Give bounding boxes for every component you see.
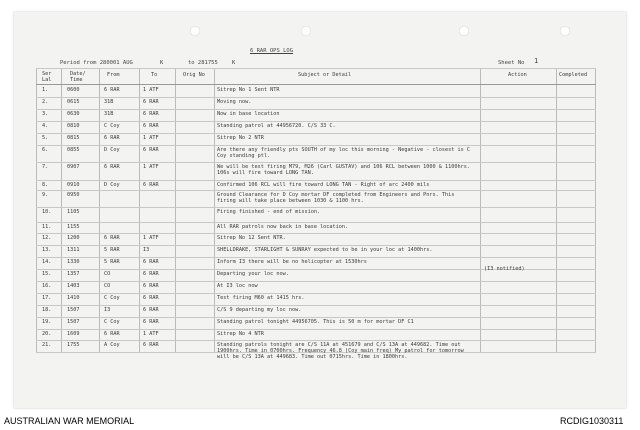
row-to: 6 RAR (143, 283, 159, 289)
row-time: 0907 (67, 164, 80, 170)
period-k1: K (160, 60, 164, 66)
row-to: 6 RAR (143, 271, 159, 277)
sheet-label: Sheet No (498, 60, 525, 66)
row-time: 0855 (67, 147, 80, 153)
row-detail: Now in base location (217, 111, 280, 117)
row-detail: Standing patrol tonight 44956705. This is 50 m for mortar DF C1 (217, 319, 414, 325)
col-subject: Subject or Detail (298, 72, 352, 78)
row-time: 1155 (67, 224, 80, 230)
row-time: 0600 (67, 87, 80, 93)
row-time: 0815 (67, 135, 80, 141)
row-time: 1410 (67, 295, 80, 301)
punch-hole (459, 26, 469, 36)
row-detail: Sitrep No 2 NTR (217, 135, 264, 141)
row-to: 6 RAR (143, 307, 159, 313)
row-detail: We will be test firing M79, M26 (Carl GUSTAV) and 106 RCL between 1000 & 1100hrs. 106s will fire toward LONG TAN. (217, 164, 470, 176)
row-from: D Coy (104, 147, 120, 153)
period-to: to 281755 (188, 60, 218, 66)
row-detail: SHELLDRAKE, STARLIGHT & SUNRAY expected to be in your loc at 1400hrs. (217, 247, 433, 253)
row-time: 1755 (67, 342, 80, 348)
row-to: 1 ATF (143, 331, 159, 337)
col-ser: Ser Lal (42, 71, 52, 83)
row-ser: 10. (42, 209, 52, 215)
row-to: 6 RAR (143, 342, 159, 348)
row-from: 6 RAR (104, 164, 120, 170)
row-to: 1 ATF (143, 135, 159, 141)
row-detail: Inform I3 there will be no helicopter at 1530hrs (217, 259, 367, 265)
row-from: CO (104, 271, 111, 277)
row-detail: Standing patrol at 44956720. C/S 33 C. (217, 123, 336, 129)
row-from: C Coy (104, 319, 120, 325)
page-title: 6 RAR OPS LOG (250, 48, 294, 54)
punch-hole (560, 26, 570, 36)
row-ser: 18. (42, 307, 52, 313)
row-ser: 5. (42, 135, 49, 141)
row-ser: 12. (42, 235, 52, 241)
footer-source: AUSTRALIAN WAR MEMORIAL (4, 416, 135, 426)
row-from: I3 (104, 307, 111, 313)
row-time: 1200 (67, 235, 80, 241)
row-ser: 15. (42, 271, 52, 277)
row-detail: Are there any friendly pts SOUTH of my loc this morning - Negative - closest is C Coy standing ptl. (217, 147, 470, 159)
sheet-number: 1 (534, 57, 539, 65)
row-from: 6 RAR (104, 87, 120, 93)
row-from: 31B (104, 99, 114, 105)
row-to: 1 ATF (143, 235, 159, 241)
row-time: 0910 (67, 182, 80, 188)
col-completed: Completed (559, 72, 588, 78)
row-time: 1507 (67, 307, 80, 313)
period-label: Period from 280001 AUG (60, 60, 133, 66)
row-from: D Coy (104, 182, 120, 188)
col-orig: Orig No (183, 72, 205, 78)
row-ser: 11. (42, 224, 52, 230)
row-ser: 2. (42, 99, 49, 105)
row-to: 6 RAR (143, 319, 159, 325)
period-k2: K (232, 60, 236, 66)
punch-hole (301, 26, 311, 36)
row-ser: 17. (42, 295, 52, 301)
row-time: 0630 (67, 111, 80, 117)
row-detail: C/S 9 departing my loc now. (217, 307, 302, 313)
row-ser: 14. (42, 259, 52, 265)
row-ser: 8. (42, 182, 49, 188)
row-detail: Test firing M60 at 1415 hrs. (217, 295, 305, 301)
row-ser: 13. (42, 247, 52, 253)
row-ser: 6. (42, 147, 49, 153)
row-from: 5 RAR (104, 259, 120, 265)
row-to: I3 (143, 247, 150, 253)
row-ser: 16. (42, 283, 52, 289)
row-from: 6 RAR (104, 235, 120, 241)
row-detail: Sitrep No 1 Sent NTR (217, 87, 280, 93)
row-from: 6 RAR (104, 135, 120, 141)
row-ser: 1. (42, 87, 49, 93)
row-from: 5 RAR (104, 247, 120, 253)
row-time: 1609 (67, 331, 80, 337)
row-to: 1 ATF (143, 164, 159, 170)
row-detail: Confirmed 106 RCL will fire toward LONG TAN - Right of arc 2400 mils (217, 182, 430, 188)
row-ser: 4. (42, 123, 49, 129)
row-detail: Firing finished - end of mission. (217, 209, 321, 215)
row-time: 1403 (67, 283, 80, 289)
row-to: 6 RAR (143, 147, 159, 153)
col-from: From (107, 72, 120, 78)
row-from: C Coy (104, 295, 120, 301)
row-time: 1311 (67, 247, 80, 253)
row-detail: Sitrep No 4 NTR (217, 331, 264, 337)
row-time: 0615 (67, 99, 80, 105)
col-to: To (151, 72, 158, 78)
row-ser: 20. (42, 331, 52, 337)
row-ser: 9. (42, 192, 49, 198)
row-time: 1105 (67, 209, 80, 215)
row-detail: Moving now. (217, 99, 252, 105)
row-time: 1357 (67, 271, 80, 277)
row-to: 6 RAR (143, 259, 159, 265)
row-detail: All RAR patrols now back in base location. (217, 224, 349, 230)
row-time: 1330 (67, 259, 80, 265)
action-note: (I3 notified) (484, 266, 525, 272)
row-from: 31B (104, 111, 114, 117)
col-date: Date/ Time (70, 71, 86, 83)
row-time: 0950 (67, 192, 80, 198)
row-from: A Coy (104, 342, 120, 348)
row-ser: 7. (42, 164, 49, 170)
punch-hole (190, 26, 200, 36)
row-from: 6 RAR (104, 331, 120, 337)
row-ser: 3. (42, 111, 49, 117)
row-time: 0810 (67, 123, 80, 129)
row-ser: 19. (42, 319, 52, 325)
row-detail: Standing patrols tonight are C/S 11A at 451679 and C/S 13A at 449682. Time out 1900hrs. Time in 0700hrs. Frequency 46.8 (Coy main freq) My patrol for tomorrow will be C/S 13A at 449683. Time out 0715hrs. Time in 1800hrs. (217, 342, 464, 360)
log-table (36, 68, 596, 360)
row-to: 6 RAR (143, 111, 159, 117)
footer-id: RCDIG1030311 (560, 416, 624, 426)
row-to: 6 RAR (143, 295, 159, 301)
row-detail: Departing your loc now. (217, 271, 289, 277)
row-ser: 21. (42, 342, 52, 348)
row-to: 6 RAR (143, 123, 159, 129)
row-to: 1 ATF (143, 87, 159, 93)
row-from: C Coy (104, 123, 120, 129)
col-action: Action (508, 72, 527, 78)
row-to: 6 RAR (143, 182, 159, 188)
row-to: 6 RAR (143, 99, 159, 105)
row-detail: At I3 loc now (217, 283, 258, 289)
row-from: CO (104, 283, 111, 289)
row-time: 1507 (67, 319, 80, 325)
row-detail: Sitrep No 12 Sent NTR. (217, 235, 286, 241)
row-detail: Ground Clearance for D Coy mortar DF completed from Engineers and Pnrs. This firing will take place between 1030 & 1100 hrs. (217, 192, 455, 204)
